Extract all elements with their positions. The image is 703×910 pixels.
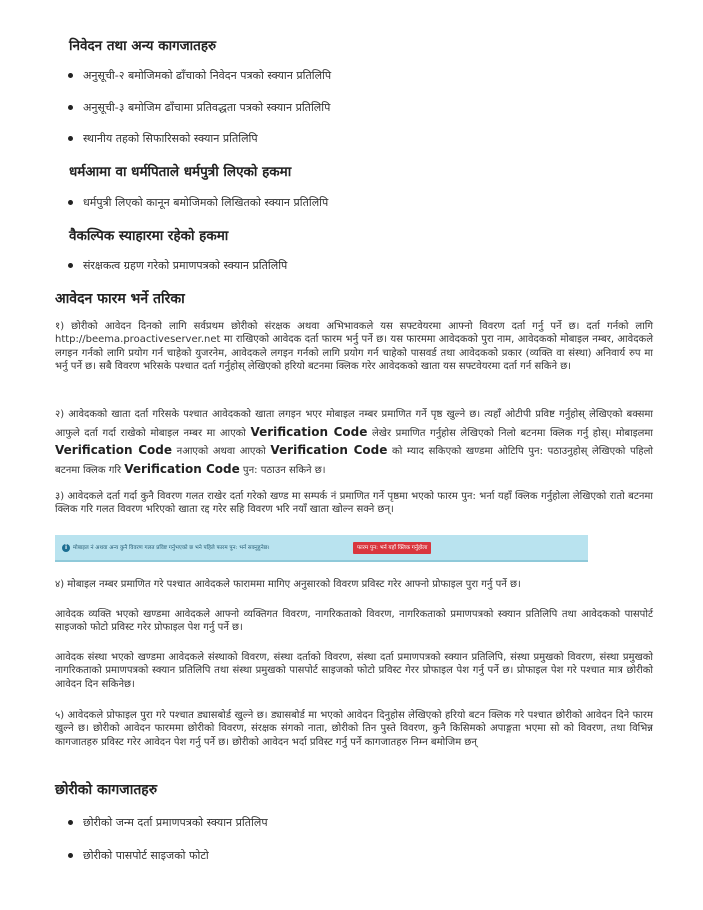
how-to-fill-heading: आवेदन फारम भर्ने तरिका (55, 291, 185, 307)
list-item: अनुसूची-२ बमोजिमको ढाँचाको निवेदन पत्रको स्क्यान प्रतिलिपि (68, 68, 331, 83)
verification-code-label: Verification Code (270, 443, 388, 457)
bullet-icon (68, 105, 73, 110)
verification-code-label: Verification Code (250, 424, 368, 439)
paragraph-3: ३) आवेदकले दर्ता गर्दा कुनै विवरण गलत राखेर दर्ता गरेको खण्ड मा सम्पर्क नं प्रमाणित गर्ने पृष्ठमा भएको फारम पुन: भर्ना यहाँ क्लिक गर्नुहोला लेखिएको रातो बटनमा क्लिक गरि गलत विवरण भरिएको खाता रद्द गरेर सहि विवरण भरि नयाँ खाता खोल्न सक्ने छन्। (55, 491, 653, 516)
bullet-icon (68, 136, 73, 141)
paragraph-2: २) आवेदकको खाता दर्ता गरिसके पश्चात आवेदकको खाता लगइन भएर मोबाइल नम्बर प्रमाणित गर्ने पृष्ठ खुल्ने छ। त्यहाँ ओटीपी प्रविष्ट गर्नुहोस् लेखिएको बक्समा आफुले दर्ता गर्दा राखेको मोबाइल नम्बर मा आएको Verification Code लेखेर प्रमाणित गर्नुहोस लेखिएको निलो बटनमा क्लिक गर्नु होस्। मोबाइलमा Verification Code नआएको अथवा आएको Verification Code को म्याद सकिएको खण्डमा ओटिपि पुन: पठाउनुहोस् लेखिएको पहिलो बटनमा क्लिक गरि Verification Code पुन: पठाउन सकिने छ। (55, 409, 653, 476)
paragraph-7: ५) आवेदकले प्रोफाइल पुरा गरे पश्चात ड्यासबोर्ड खुल्ने छ। ड्यासबोर्ड मा भएको आवेदन दिनुहोस लेखिएको हरियो बटन क्लिक गरे पश्चात छोरीको आवेदन दिने फारम खुल्ने छ। छोरीको आवेदन फारममा छोरीको विवरण, संरक्षक संगको नाता, छोरीको तिन पुस्ते विवरण, कुनै किसिमको अपाङ्गता भएमा सो को विवरण, तथा विभिन्न कागजातहरु प्रविस्ट गरेर आवेदन पेश गर्नु पर्ने छ। छोरीको आवेदन भर्दा प्रविस्ट गर्नु पर्ने कागजातहरु निम्न बमोजिम छन् (55, 710, 653, 748)
list-item: अनुसूची-३ बमोजिम ढाँचामा प्रतिवद्धता पत्रको स्क्यान प्रतिलिपि (68, 100, 330, 115)
paragraph-5: आवेदक व्यक्ति भएको खण्डमा आवेदकले आफ्नो व्यक्तिगत विवरण, नागरिकताको विवरण, नागरिकताको प्रमाणपत्रको स्क्यान प्रतिलिपि तथा आवेदकको पासपोर्ट साइजको फोटो प्रविस्ट गरेर प्रोफाइल पेश गर्नु पर्ने छ। (55, 609, 653, 634)
info-icon: i (62, 544, 70, 552)
list-item: स्थानीय तहको सिफारिसको स्क्यान प्रतिलिपि (68, 131, 258, 146)
list-item: संरक्षकत्व ग्रहण गरेको प्रमाणपत्रको स्क्यान प्रतिलिपि (68, 258, 287, 273)
bullet-icon (68, 200, 73, 205)
adopted-case-heading: धर्मआमा वा धर्मपिताले धर्मपुत्री लिएको हकमा (69, 164, 292, 180)
alert-box-screenshot (55, 535, 588, 562)
list-item: छोरीको जन्म दर्ता प्रमाणपत्रको स्क्यान प्रतिलिप (68, 815, 268, 830)
paragraph-1: १) छोरीको आवेदन दिनको लागि सर्वप्रथम छोरीको संरक्षक अथवा अभिभावकले यस सफ्टवेयरमा आफ्नो विवरण दर्ता गर्नु पर्ने छ। दर्ता गर्नको लागि http://beema.proactiveserver.net मा राखिएको आवेदक दर्ता फारम भर्नु पर्ने छ। यस फारममा आवेदकको पुरा नाम, आवेदकको मोबाइल नम्बर, आवेदकले लगइन गर्नको लागि प्रयोग गर्न चाहेको युजरनेम, आवेदकले लगइन गर्नको लागि प्रयोग गर्न चाहेको पासवर्ड तथा आवेदकको प्रकार (व्यक्ति वा संस्था) अनिवार्य रुप मा भर्नु पर्ने छ। सबै विवरण भरिसके पश्चात दर्ता गर्नुहोस् लेखिएको हरियो बटनमा क्लिक गरेर आवेदकको खाता यस सफ्टवेयरमा दर्ता गर्न सकिने छ। (55, 321, 653, 372)
list-item: छोरीको पासपोर्ट साइजको फोटो (68, 848, 209, 863)
bullet-icon (68, 73, 73, 78)
alert-text: मोबाइल नं अथवा अन्य कुनै विवरण गलत प्रविष्ट गर्नुभएको छ भने पहिले फारम पुन: भर्न सक्नुहुनेछ। (73, 545, 270, 551)
bullet-icon (68, 820, 73, 825)
verification-code-label: Verification Code (55, 443, 172, 457)
paragraph-4: ४) मोबाइल नम्बर प्रमाणित गरे पश्चात आवेदकले फाराममा मागिए अनुसारको विवरण प्रविस्ट गरेर आफ्नो प्रोफाइल पुरा गर्नु पर्ने छ। (55, 579, 521, 590)
bullet-icon (68, 853, 73, 858)
bullet-icon (68, 263, 73, 268)
daughter-docs-heading: छोरीको कागजातहरु (55, 782, 158, 798)
list-item: धर्मपुत्री लिएको कानून बमोजिमको लिखितको स्क्यान प्रतिलिपि (68, 195, 328, 210)
alternative-care-heading: वैकल्पिक स्याहारमा रहेको हकमा (69, 228, 229, 244)
verification-code-label: Verification Code (124, 461, 240, 476)
refill-form-button[interactable]: फारम पुन: भर्न यहाँ क्लिक गर्नुहोला (353, 542, 431, 554)
paragraph-6: आवेदक संस्था भएको खण्डमा आवेदकले संस्थाको विवरण, संस्था दर्ताको विवरण, संस्था दर्ता प्रमाणपत्रको स्क्यान प्रतिलिपि, संस्था प्रमुखको विवरण, संस्था प्रमुखको नागरिकताको प्रमाणपत्रको स्क्यान प्रतिलिपि तथा संस्था प्रमुखको पासपोर्ट साइजको फोटो प्रविस्ट गेरर प्रोफाइल पेश गर्नु पर्ने छ। प्रोफाइल पेश गरे पश्चात मात्र छोरीको आवेदन दिन सकिनेछ। (55, 652, 653, 690)
application-docs-heading: निवेदन तथा अन्य कागजातहरु (69, 38, 217, 54)
